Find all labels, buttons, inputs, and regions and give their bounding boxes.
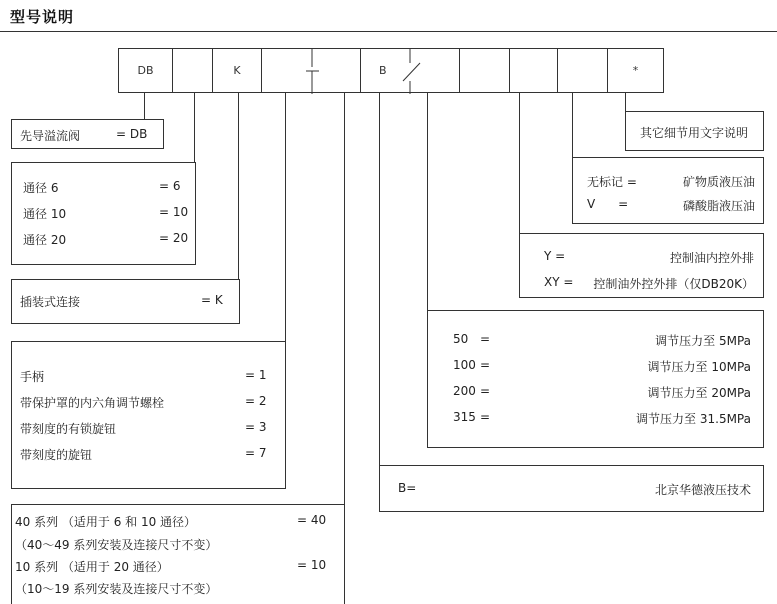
pressure-key: 100 [453,358,476,372]
relief-valve-label: 先导溢流阀 [20,129,81,143]
fluid-value: 磷酸脂液压油 [683,199,756,213]
other-label: 其它细节用文字说明 [640,126,749,140]
pressure-eq: = [480,384,491,398]
pressure-key: 50 [453,332,469,346]
code-cell-b-text: B [379,64,387,77]
size-value: = 10 [159,205,189,219]
slash-mark-icon [361,49,461,94]
pressure-eq: = [480,332,491,346]
drain-value: 控制油外控外排（仅DB20K） [593,277,754,291]
code-cell-db: DB [118,48,173,93]
box-drain [519,233,764,298]
pressure-key: 315 [453,410,476,424]
code-cell-drain [509,48,558,93]
pressure-value: 调节压力至 10MPa [647,360,751,374]
adjustment-value: = 3 [245,420,267,434]
maker-key: B= [398,481,417,495]
code-cell-size [172,48,213,93]
series-note: （10～19 系列安装及连接尺寸不变） [15,582,218,596]
connector-line [194,93,195,163]
box-series [11,504,345,604]
box-maker [379,465,764,512]
pressure-eq: = [480,410,491,424]
series-label: 10 系列 （适用于 20 通径） [15,560,169,574]
box-pressure [427,310,764,448]
pressure-eq: = [480,358,491,372]
code-cell-k: K [212,48,262,93]
pressure-value: 调节压力至 20MPa [647,386,751,400]
series-note: （40～49 系列安装及连接尺寸不变） [15,538,218,552]
maker-value: 北京华德液压技术 [654,483,751,497]
relief-valve-value: = DB [116,127,148,141]
size-value: = 20 [159,231,189,245]
connector-line [427,93,428,311]
connector-line [379,93,380,465]
connector-line [238,93,239,280]
box-sizes [11,162,196,265]
code-cell-fluid [557,48,608,93]
code-cell-b [360,48,460,93]
box-relief-valve [11,119,164,149]
box-connection [11,279,240,324]
drain-key: Y = [544,249,566,263]
adjustment-value: = 7 [245,446,267,460]
fluid-value: 矿物质液压油 [683,175,756,189]
size-label: 通径 20 [23,233,67,247]
drain-key: XY = [544,275,574,289]
pressure-value: 调节压力至 31.5MPa [636,412,751,426]
series-label: 40 系列 （适用于 6 和 10 通径） [15,515,197,529]
box-adjustment [11,341,286,489]
drain-value: 控制油内控外排 [669,251,754,265]
title-divider [0,31,777,32]
fluid-key: V = [587,197,629,211]
fluid-key: 无标记 = [587,175,637,189]
series-value: = 40 [297,513,327,527]
connection-label: 插装式连接 [20,295,81,309]
adjustment-label: 带刻度的旋钮 [20,448,93,462]
adjustment-label: 带保护罩的内六角调节螺栓 [20,396,165,410]
connection-value: = K [201,293,223,307]
code-cell-pressure [459,48,510,93]
page-title: 型号说明 [10,8,75,26]
adjustment-label: 带刻度的有锁旋钮 [20,422,117,436]
series-value: = 10 [297,558,327,572]
connector-line [625,93,626,111]
adjustment-value: = 1 [245,368,267,382]
connector-line [144,93,145,120]
separator-mark-icon [262,49,362,94]
code-cell-adjust-series [261,48,361,93]
pressure-value: 调节压力至 5MPa [655,334,751,348]
box-other [625,111,764,151]
size-label: 通径 6 [23,181,59,195]
code-cell-star: * [607,48,664,93]
connector-line [519,93,520,234]
connector-line [344,93,345,505]
box-fluid [572,157,764,224]
connector-line [285,93,286,342]
adjustment-label: 手柄 [20,370,45,384]
size-value: = 6 [159,179,181,193]
connector-line [572,93,573,158]
adjustment-value: = 2 [245,394,267,408]
pressure-key: 200 [453,384,476,398]
size-label: 通径 10 [23,207,67,221]
